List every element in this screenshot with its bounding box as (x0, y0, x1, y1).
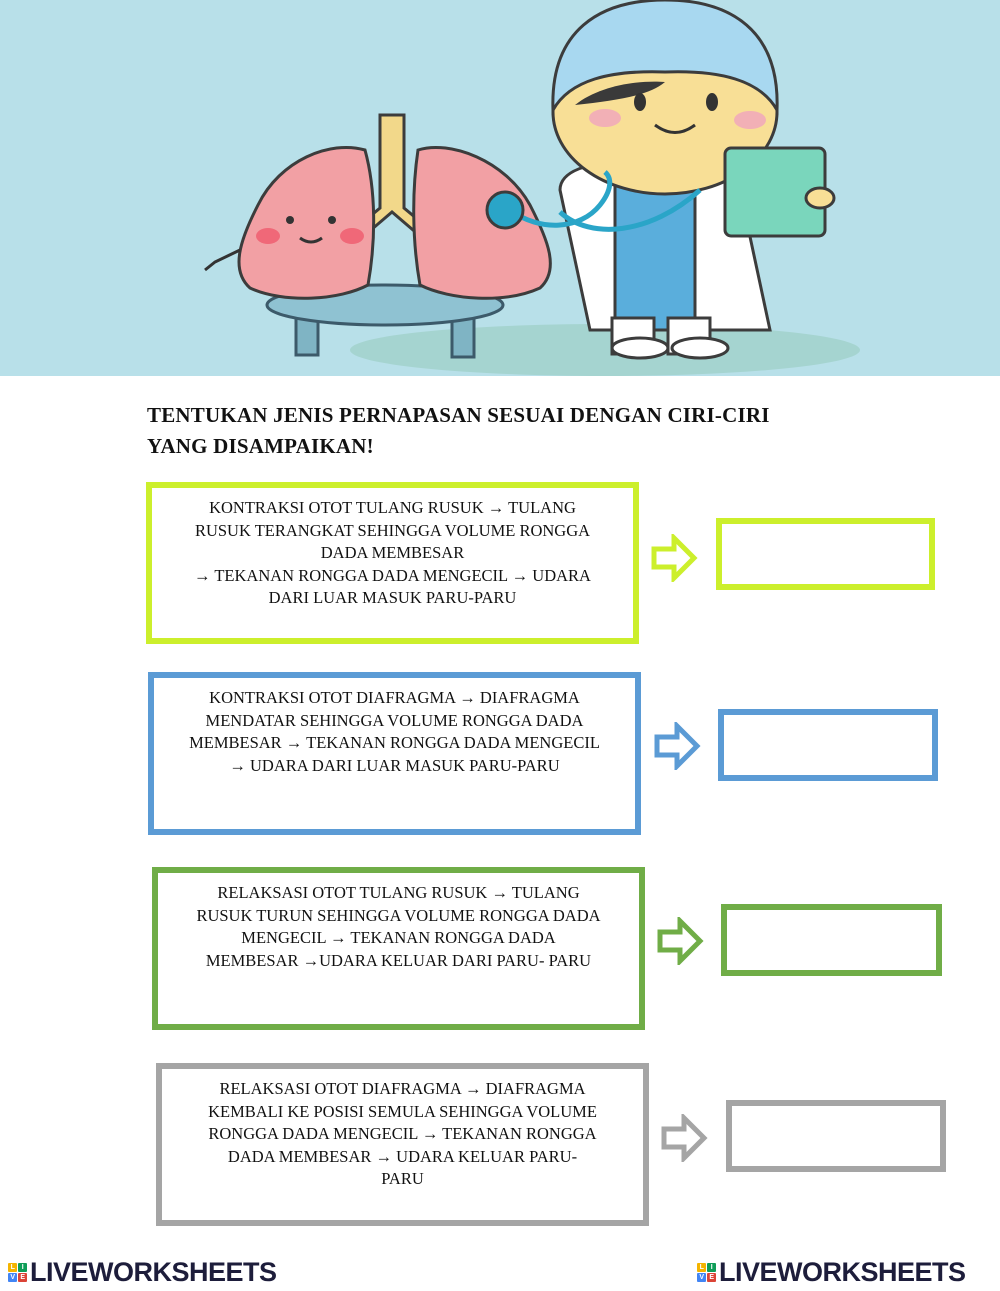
description-line: KEMBALI KE POSISI SEMULA SEHINGGA VOLUME (208, 1101, 597, 1121)
description-line: MENGECIL → TEKANAN RONGGA DADA (241, 928, 556, 947)
description-box-2 (148, 672, 641, 835)
description-box-4 (156, 1063, 649, 1226)
description-line: MEMBESAR → TEKANAN RONGGA DADA MENGECIL (189, 733, 600, 752)
description-line: DARI LUAR MASUK PARU-PARU (268, 588, 517, 607)
description-box-1 (146, 482, 639, 644)
answer-input-2[interactable] (718, 709, 938, 781)
description-line: RUSUK TURUN SEHINGGA VOLUME RONGGA DADA (196, 905, 601, 925)
instruction-title (147, 400, 867, 462)
description-line: → TEKANAN RONGGA DADA MENGECIL → UDARA (194, 565, 591, 585)
description-line: RELAKSASI OTOT DIAFRAGMA → DIAFRAGMA (219, 1079, 586, 1098)
clipboard-icon (725, 148, 834, 236)
description-box-3 (152, 867, 645, 1030)
answer-input-1[interactable] (716, 518, 935, 590)
liveworksheets-mark-icon: L I V E (697, 1263, 716, 1282)
instruction-line-2: YANG DISAMPAIKAN! (147, 434, 374, 458)
header-illustration (0, 0, 1000, 376)
arrow-right-icon (653, 722, 701, 770)
description-line: KONTRAKSI OTOT DIAFRAGMA → DIAFRAGMA (209, 688, 580, 707)
description-line: DADA MEMBESAR (320, 543, 465, 562)
answer-input-4[interactable] (726, 1100, 946, 1172)
description-line: MEMBESAR →UDARA KELUAR DARI PARU- PARU (205, 950, 592, 970)
brand-text: LIVEWORKSHEETS (719, 1256, 966, 1287)
liveworksheets-mark-icon: L I V E (8, 1263, 27, 1282)
arrow-right-icon (650, 534, 698, 582)
brand-text: LIVEWORKSHEETS (30, 1256, 277, 1287)
arrow-right-icon (660, 1114, 708, 1162)
arrow-right-icon (656, 917, 704, 965)
liveworksheets-logo-right (697, 1254, 966, 1290)
description-line: PARU (381, 1169, 424, 1188)
description-line: → UDARA DARI LUAR MASUK PARU-PARU (229, 755, 560, 775)
description-line: RUSUK TERANGKAT SEHINGGA VOLUME RONGGA (194, 520, 591, 540)
description-line: MENDATAR SEHINGGA VOLUME RONGGA DADA (205, 710, 584, 730)
description-line: RELAKSASI OTOT TULANG RUSUK → TULANG (217, 883, 580, 902)
description-line: DADA MEMBESAR → UDARA KELUAR PARU- (227, 1146, 578, 1166)
description-line: KONTRAKSI OTOT TULANG RUSUK → TULANG (209, 498, 576, 517)
lungs-doctor-illustration (0, 0, 1000, 376)
description-line: RONGGA DADA MENGECIL → TEKANAN RONGGA (208, 1124, 597, 1143)
instruction-line-1: TENTUKAN JENIS PERNAPASAN SESUAI DENGAN CIRI-CIRI (147, 403, 770, 427)
liveworksheets-logo-left (8, 1254, 277, 1290)
answer-input-3[interactable] (721, 904, 942, 976)
